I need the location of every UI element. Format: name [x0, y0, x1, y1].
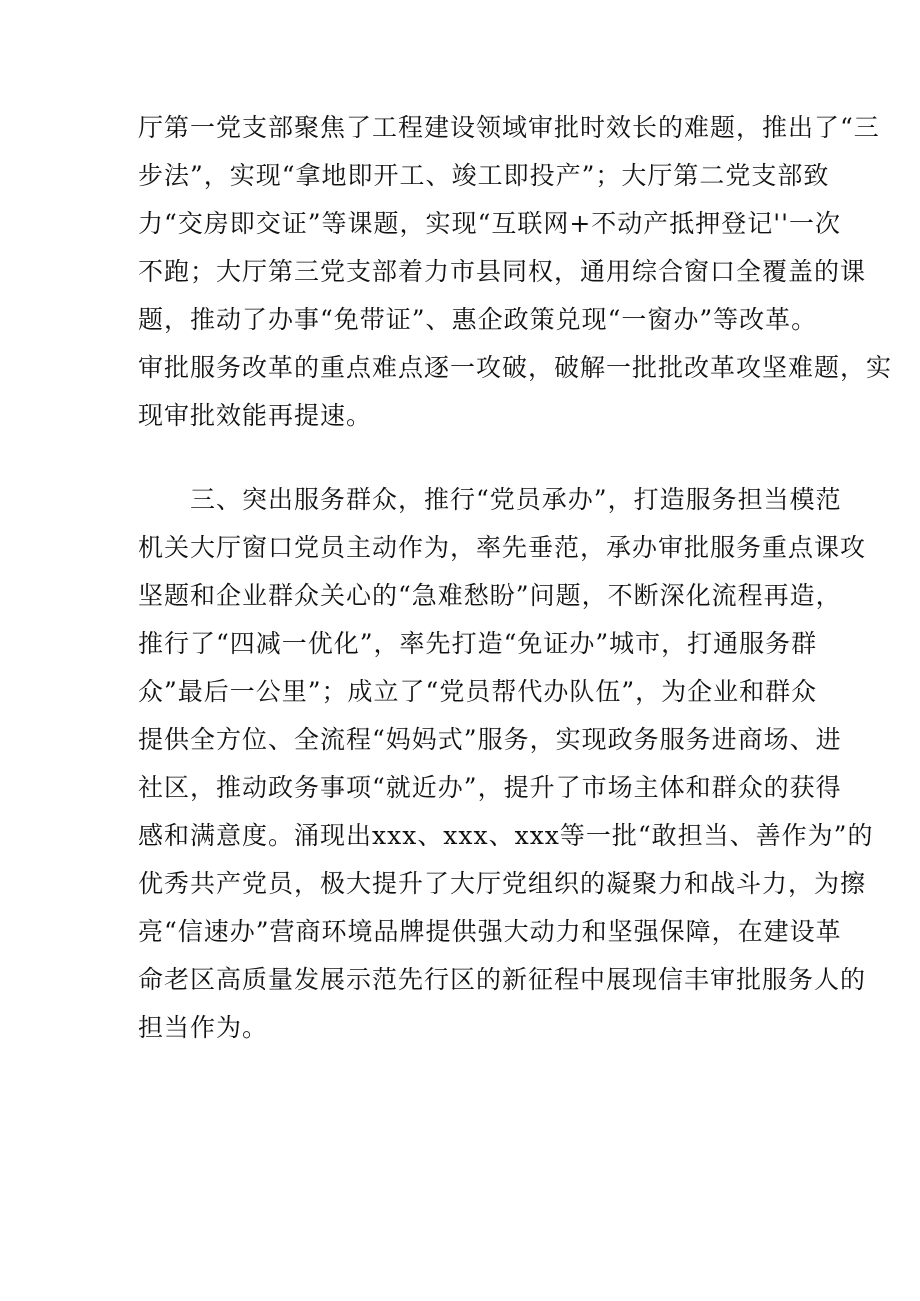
text-line: 审批服务改革的重点难点逐一攻破，破解一批批改革攻坚难题，实: [138, 353, 893, 382]
text-line: 不跑；大厅第三党支部着力市县同权，通用综合窗口全覆盖的课: [138, 257, 867, 286]
text-line: 步法”，实现“拿地即开工、竣工即投产”；大厅第二党支部致: [138, 161, 830, 190]
text-line: 感和满意度。涌现出xxx、xxx、xxx等一批“敢担当、善作为”的: [138, 821, 874, 850]
text-line: 优秀共产党员，极大提升了大厅党组织的凝聚力和战斗力，为擦: [138, 869, 867, 898]
text-line: 坚题和企业群众关心的“急难愁盼”问题，不断深化流程再造，: [138, 581, 842, 610]
text-line: 亮“信速办”营商环境品牌提供强大动力和坚强保障，在建设革: [138, 917, 842, 946]
text-line: 现审批效能再提速。: [138, 401, 373, 430]
text-line: 社区，推动政务事项“就近办”，提升了市场主体和群众的获得: [138, 773, 842, 802]
text-line: 机关大厅窗口党员主动作为，率先垂范，承办审批服务重点课攻: [138, 533, 867, 562]
text-line: 力“交房即交证”等课题，实现“互联网+不动产抵押登记''一次: [138, 209, 842, 238]
text-line: 推行了“四减一优化”，率先打造“免证办”城市，打通服务群: [138, 629, 818, 658]
text-line: 众”最后一公里”；成立了“党员帮代办队伍”，为企业和群众: [138, 677, 818, 706]
text-line: 厅第一党支部聚焦了工程建设领域审批时效长的难题，推出了“三: [138, 113, 880, 142]
text-line: 命老区高质量发展示范先行区的新征程中展现信丰审批服务人的: [138, 965, 867, 994]
text-line: 题，推动了办事“免带证”、惠企政策兑现“一窗办”等改革。: [138, 305, 818, 334]
section-heading: 三、突出服务群众，推行“党员承办”，打造服务担当模范: [190, 485, 842, 514]
text-line: 提供全方位、全流程“妈妈式”服务，实现政务服务进商场、进: [138, 725, 842, 754]
text-line: 担当作为。: [138, 1013, 269, 1042]
